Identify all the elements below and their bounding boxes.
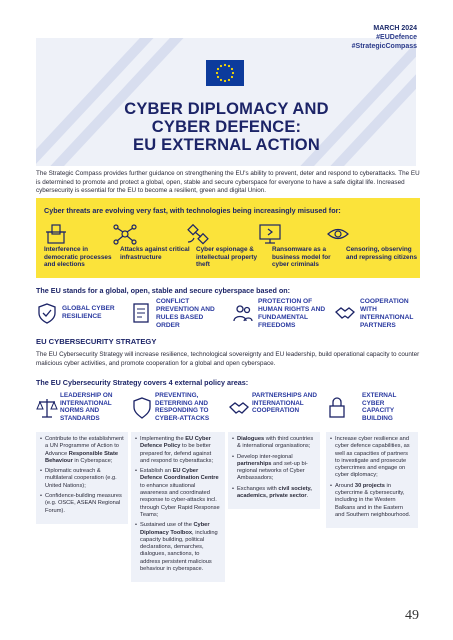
strategy-paragraph: The EU Cybersecurity Strategy will increase resilience, technological sovereignty and EU leadership, build operational capacity to counter malicious cyber activities, and promote cooperation for a global and open cyberspace. xyxy=(36,351,420,367)
document-icon xyxy=(130,302,152,324)
lock-icon xyxy=(326,396,348,420)
header-meta xyxy=(352,24,417,51)
shield-icon xyxy=(36,302,58,324)
list-item: • Increase cyber resilience and cyber defence capabilities, as well as capacities of partners to investigate and prosecute cybercrimes and engage on cyber diplomacy; xyxy=(330,436,414,480)
list-item: • Establish an EU Cyber Defence Coordination Centre to enhance situational awareness and coordinated response to cyber-attacks incl. through Cyber Rapid Response Teams; xyxy=(135,468,221,519)
network-icon xyxy=(114,225,136,244)
bullet-list xyxy=(330,436,414,519)
threat-icons-row xyxy=(36,222,420,246)
area-header: EXTERNAL CYBER CAPACITY BUILDING xyxy=(326,392,416,430)
list-item: • Confidence-building measures (e.g. OSCE, ASEAN Regional Forum). xyxy=(40,493,124,515)
area-body xyxy=(228,432,320,509)
page-title: CYBER DIPLOMACY AND CYBER DEFENCE: EU EXTERNAL ACTION xyxy=(124,100,329,154)
list-item: • Sustained use of the Cyber Diplomacy Toolbox, including capacity building, political declarations, demarches, dialogues, sanctions, to address persistent malicious behaviour in cyberspace. xyxy=(135,522,221,573)
stand-conflict-prevention: CONFLICT PREVENTION AND RULES BASED ORDER xyxy=(130,298,226,334)
threat-censoring: Censoring, observing and repressing citizens xyxy=(346,246,418,261)
handshake-icon xyxy=(334,302,356,324)
bullet-list xyxy=(135,436,221,573)
strategy-heading: EU CYBERSECURITY STRATEGY xyxy=(36,337,157,346)
date-label: MARCH 2024 xyxy=(373,25,417,32)
list-item: • Implementing the EU Cyber Defence Policy to be better prepared for, defend against and respond to cyberattacks; xyxy=(135,436,221,465)
eu-flag-icon xyxy=(206,60,244,86)
eye-icon xyxy=(328,230,348,239)
hashtag-strategiccompass: #StrategicCompass xyxy=(351,43,417,50)
list-item: • Develop inter-regional partnerships and set-up bi-regional networks of Cyber Ambassadors; xyxy=(232,454,316,483)
bullet-list xyxy=(232,436,316,500)
area-header: PARTNERSHIPS AND INTERNATIONAL COOPERATION xyxy=(228,392,318,430)
bullet-list xyxy=(40,436,124,515)
area-body xyxy=(131,432,225,582)
stand-human-rights: PROTECTION OF HUMAN RIGHTS AND FUNDAMENTAL FREEDOMS xyxy=(232,298,328,334)
area-header: LEADERSHIP ON INTERNATIONAL NORMS AND STANDARDS xyxy=(36,392,126,430)
people-icon xyxy=(232,302,254,324)
hero-banner xyxy=(0,0,453,170)
handshake-icon xyxy=(228,396,250,420)
threat-infrastructure: Attacks against critical infrastructure xyxy=(120,246,190,261)
areas-heading: The EU Cybersecurity Strategy covers 4 external policy areas: xyxy=(36,378,249,387)
area-column-preventing xyxy=(131,392,221,573)
threat-espionage: Cyber espionage & intellectual property theft xyxy=(196,246,258,269)
satellite-icon xyxy=(188,225,208,244)
threat-ransomware: Ransomware as a business model for cyber criminals xyxy=(272,246,331,269)
area-body xyxy=(326,432,418,528)
stands-heading: The EU stands for a global, open, stable and secure cyberspace based on: xyxy=(36,286,291,295)
intro-paragraph: The Strategic Compass provides further guidance on strengthening the EU's ability to prevent, deter and respond to cyberattacks. The EU is determined to promote and protect a global, open, stable and secure cyberspace for everyone to have a safe digital life. Increased cybersecurity is essential for the EU to become a resilient, green and digital Union. xyxy=(36,170,420,195)
list-item: • Dialogues with third countries & international organisations; xyxy=(232,436,316,451)
hashtag-eudefence: #EUDefence xyxy=(376,34,417,41)
threat-interference: Interference in democratic processes and elections xyxy=(44,246,112,269)
area-column-capacity-building xyxy=(326,392,416,518)
page-number: 49 xyxy=(405,608,419,623)
area-header: PREVENTING, DETERRING AND RESPONDING TO CYBER-ATTACKS xyxy=(131,392,221,430)
threats-heading: Cyber threats are evolving very fast, with technologies being increasingly misused for: xyxy=(44,206,341,215)
shield-icon xyxy=(131,396,153,420)
threats-panel xyxy=(36,198,420,278)
scales-icon xyxy=(36,396,58,420)
list-item: • Diplomatic outreach & multilateral cooperation (e.g. United Nations); xyxy=(40,468,124,490)
area-column-norms xyxy=(36,392,126,514)
stand-international-partners: COOPERATION WITH INTERNATIONAL PARTNERS xyxy=(334,298,424,334)
monitor-icon xyxy=(260,225,280,243)
list-item: • Exchanges with civil society, academics, private sector. xyxy=(232,486,316,501)
area-column-partnerships xyxy=(228,392,318,500)
list-item: • Contribute to the establishment a UN Programme of Action to Advance Responsible State Behaviour in Cyberspace; xyxy=(40,436,124,465)
ballot-icon xyxy=(46,225,66,243)
area-body xyxy=(36,432,128,524)
list-item: • Around 30 projects in cybercrime & cybersecurity, including in the Western Balkans and in the Eastern and Southern neighbourhood. xyxy=(330,483,414,519)
stand-global-cyber-resilience: GLOBAL CYBER RESILIENCE xyxy=(36,298,122,334)
